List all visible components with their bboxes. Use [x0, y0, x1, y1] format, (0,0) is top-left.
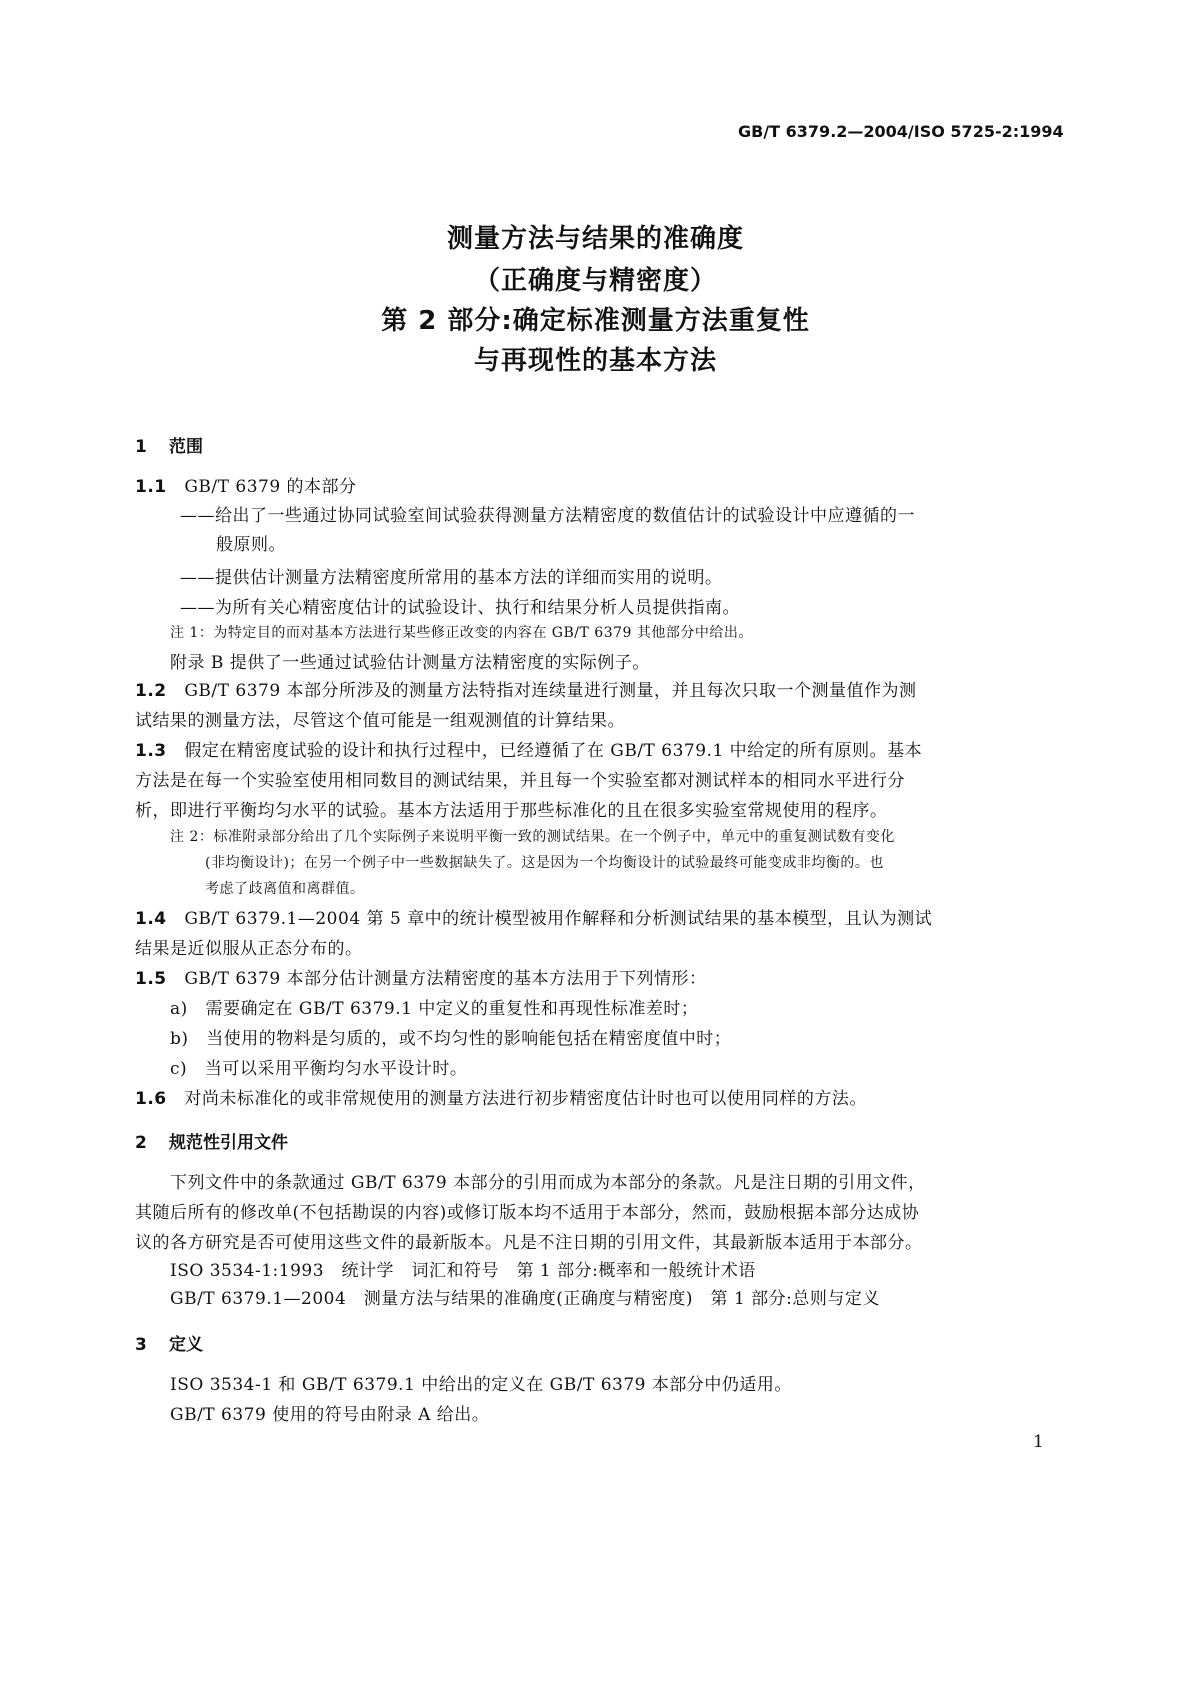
clause-text: GB/T 6379.1—2004 第 5 章中的统计模型被用作解释和分析测试结果的基本模型，且认为测试	[184, 909, 933, 929]
clause-number: 1.5	[135, 969, 167, 989]
section-2-paragraph-line-2: 其随后所有的修改单(不包括勘误的内容)或修订版本均不适用于本部分，然而，鼓励根据本部分达成协	[135, 1203, 920, 1223]
dash-item-2: ——提供估计测量方法精密度所常用的基本方法的详细而实用的说明。	[180, 568, 723, 588]
list-item-a	[170, 994, 698, 1019]
normative-reference-2: GB/T 6379.1—2004 测量方法与结果的准确度(正确度与精密度) 第 1 部分:总则与定义	[170, 1289, 880, 1309]
list-label: c)	[170, 1059, 188, 1079]
section-1-heading	[135, 432, 203, 457]
clause-1-2-line-1	[135, 676, 917, 701]
clause-1-1	[135, 472, 357, 497]
clause-number: 1.4	[135, 909, 167, 929]
dash-item-3: ——为所有关心精密度估计的试验设计、执行和结果分析人员提供指南。	[180, 598, 740, 618]
dash-item-1-line-2: 般原则。	[216, 535, 286, 555]
section-title: 规范性引用文件	[169, 1133, 288, 1153]
title-line-3: 第 2 部分:确定标准测量方法重复性	[381, 306, 810, 336]
clause-text: GB/T 6379 的本部分	[184, 477, 357, 497]
section-2-paragraph-line-1: 下列文件中的条款通过 GB/T 6379 本部分的引用而成为本部分的条款。凡是注日期的引用文件，	[170, 1173, 926, 1193]
list-item-b	[170, 1024, 731, 1049]
clause-1-3-line-1	[135, 736, 922, 761]
dash-item-1-line-1: ——给出了一些通过协同试验室间试验获得测量方法精密度的数值估计的试验设计中应遵循的一	[180, 506, 915, 526]
clause-text: 假定在精密度试验的设计和执行过程中，已经遵循了在 GB/T 6379.1 中给定的所有原则。基本	[184, 741, 923, 761]
section-number: 2	[135, 1133, 147, 1153]
list-text: 当可以采用平衡均匀水平设计时。	[204, 1059, 468, 1079]
list-item-c	[170, 1054, 467, 1079]
clause-number: 1.1	[135, 477, 167, 497]
list-text: 当使用的物料是匀质的，或不均匀性的影响能包括在精密度值中时；	[206, 1029, 732, 1049]
title-line-2: （正确度与精密度）	[473, 266, 717, 296]
clause-1-4-line-2: 结果是近似服从正态分布的。	[135, 939, 363, 959]
note-2-line-2: (非均衡设计)；在另一个例子中一些数据缺失了。这是因为一个均衡设计的试验最终可能变成非均衡的。也	[205, 855, 884, 871]
clause-number: 1.6	[135, 1089, 167, 1109]
title-line-1: 测量方法与结果的准确度	[446, 224, 744, 254]
clause-text: GB/T 6379 本部分估计测量方法精密度的基本方法用于下列情形：	[184, 969, 707, 989]
standard-number: GB/T 6379.2—2004/ISO 5725-2:1994	[738, 122, 1064, 141]
note-1: 注 1：为特定目的而对基本方法进行某些修正改变的内容在 GB/T 6379 其他部分中给出。	[170, 625, 753, 641]
section-3-paragraph-1: ISO 3534-1 和 GB/T 6379.1 中给出的定义在 GB/T 6379 本部分中仍适用。	[170, 1375, 792, 1395]
clause-1-2-line-2: 试结果的测量方法，尽管这个值可能是一组观测值的计算结果。	[135, 711, 625, 731]
section-number: 1	[135, 437, 147, 457]
page-number: 1	[1033, 1432, 1045, 1452]
clause-1-6	[135, 1084, 867, 1109]
section-3-paragraph-2: GB/T 6379 使用的符号由附录 A 给出。	[170, 1405, 490, 1425]
list-label: b)	[170, 1029, 189, 1049]
section-3-heading	[135, 1330, 203, 1355]
section-title: 范围	[169, 437, 203, 457]
note-2-line-3: 考虑了歧离值和离群值。	[205, 881, 365, 897]
clause-number: 1.3	[135, 741, 167, 761]
clause-1-5	[135, 964, 707, 989]
list-label: a)	[170, 999, 188, 1019]
title-line-4: 与再现性的基本方法	[473, 346, 717, 376]
note-2-line-1: 注 2：标准附录部分给出了几个实际例子来说明平衡一致的测试结果。在一个例子中，单元中的重复测试数有变化	[170, 829, 895, 845]
clause-text: GB/T 6379 本部分所涉及的测量方法特指对连续量进行测量，并且每次只取一个测量值作为测	[184, 681, 917, 701]
section-number: 3	[135, 1335, 147, 1355]
clause-1-3-line-2: 方法是在每一个实验室使用相同数目的测试结果，并且每一个实验室都对测试样本的相同水平进行分	[135, 771, 905, 791]
clause-1-3-line-3: 析，即进行平衡均匀水平的试验。基本方法适用于那些标准化的且在很多实验室常规使用的程序。	[135, 801, 888, 821]
section-2-paragraph-line-3: 议的各方研究是否可使用这些文件的最新版本。凡是不注日期的引用文件，其最新版本适用于本部分。	[135, 1233, 923, 1253]
clause-number: 1.2	[135, 681, 167, 701]
normative-reference-1: ISO 3534-1:1993 统计学 词汇和符号 第 1 部分:概率和一般统计术语	[170, 1261, 756, 1281]
clause-text: 对尚未标准化的或非常规使用的测量方法进行初步精密度估计时也可以使用同样的方法。	[184, 1089, 867, 1109]
list-text: 需要确定在 GB/T 6379.1 中定义的重复性和再现性标准差时；	[205, 999, 699, 1019]
annex-b-reference: 附录 B 提供了一些通过试验估计测量方法精密度的实际例子。	[170, 653, 650, 673]
section-2-heading	[135, 1128, 288, 1153]
section-title: 定义	[169, 1335, 203, 1355]
clause-1-4-line-1	[135, 904, 932, 929]
